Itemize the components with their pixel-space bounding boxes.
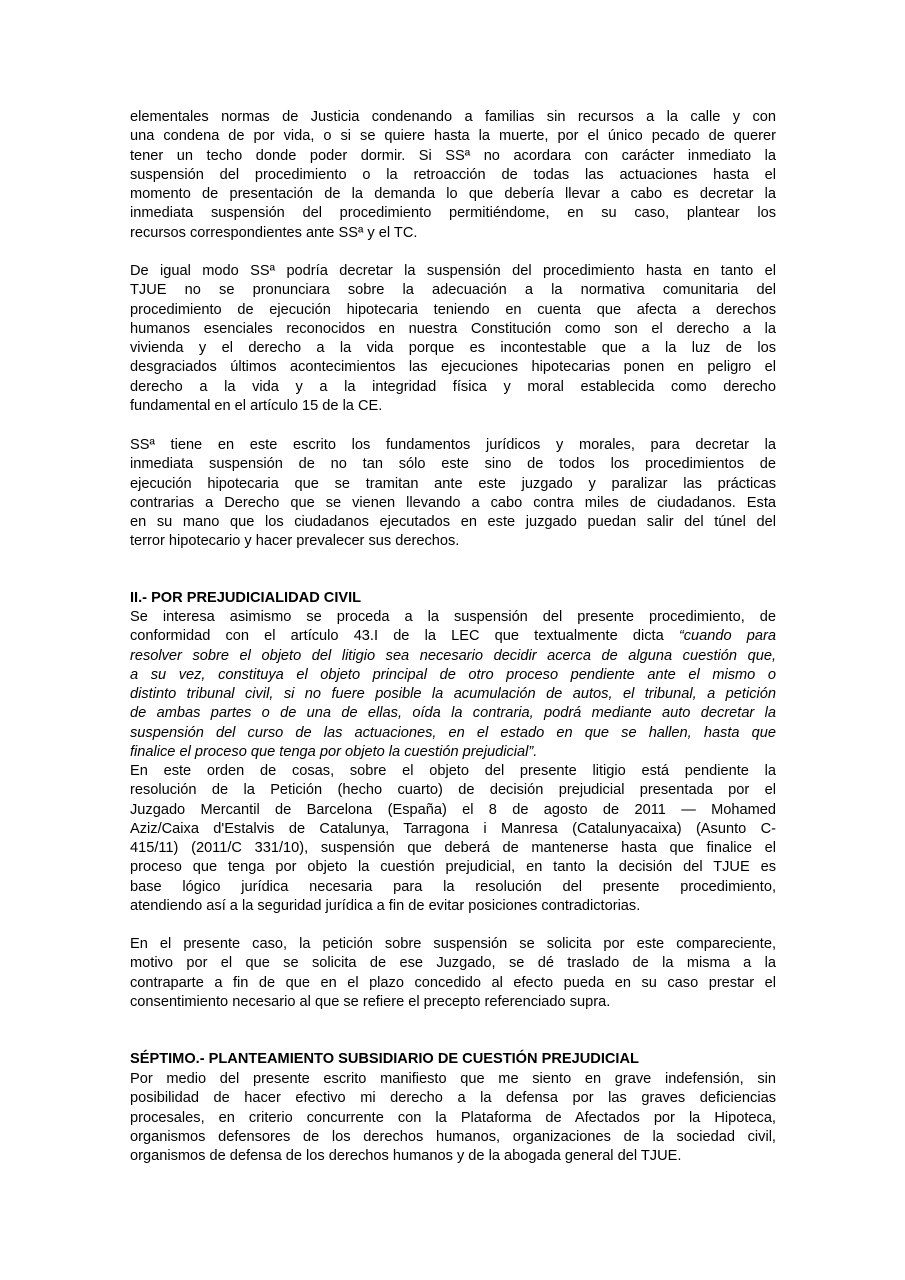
text-line: desgraciados últimos acontecimientos las ejecuciones hipotecarias ponen en peligro el	[130, 359, 776, 376]
text-line: contrarias a Derecho que se vienen llevando a cabo contra miles de ciudadanos. Esta	[130, 494, 776, 511]
text-line: resolución de la Petición (hecho cuarto) de decisión prejudicial presentada por el	[130, 782, 776, 799]
text-line: posibilidad de hacer efectivo mi derecho a la defensa por las graves deficiencias	[130, 1090, 776, 1107]
italic-quote-text: de ambas partes o de una de ellas, oída la contraria, podrá mediante auto decretar la	[130, 705, 776, 722]
text-line: SÉPTIMO.- PLANTEAMIENTO SUBSIDIARIO DE CUESTIÓN PREJUDICIAL	[130, 1051, 639, 1067]
text-line: contraparte a fin de que en el plazo concedido al efecto pueda en su caso prestar el	[130, 974, 776, 991]
text-line: vivienda y el derecho a la vida porque es incontestable que a la luz de los	[130, 340, 776, 356]
text-line	[130, 666, 776, 685]
text-line	[130, 685, 776, 704]
section-heading	[130, 589, 776, 608]
italic-quote-text: resolver sobre el objeto del litigio sea necesario decidir acerca de alguna cuestión que,	[130, 647, 776, 664]
text-line: en su mano que los ciudadanos ejecutados en este juzgado puedan salir del túnel del	[130, 514, 776, 530]
text-line: Aziz/Caixa d'Estalvis de Catalunya, Tarragona i Manresa (Catalunyacaixa) (Asunto C-	[130, 820, 776, 837]
text-line: Juzgado Mercantil de Barcelona (España) el 8 de agosto de 2011 — Mohamed	[130, 801, 776, 818]
text-line	[130, 627, 776, 646]
paragraph	[130, 935, 776, 1012]
text-line: procesales, en criterio concurrente con la Plataforma de Afectados por la Hipoteca,	[130, 1109, 776, 1126]
paragraph	[130, 262, 776, 416]
text-line: una condena de por vida, o si se quiere hasta la muerte, por el único pecado de querer	[130, 128, 776, 145]
text-line: SSª tiene en este escrito los fundamentos jurídicos y morales, para decretar la	[130, 437, 776, 453]
text-line: atendiendo así a la seguridad jurídica a fin de evitar posiciones contradictorias.	[130, 897, 641, 914]
paragraph	[130, 108, 776, 243]
text-line: elementales normas de Justicia condenando a familias sin recursos a la calle y con	[130, 109, 776, 125]
text-line	[130, 724, 776, 743]
paragraph	[130, 608, 776, 762]
italic-quote-text: a su vez, constituya el objeto principal de otro proceso pendiente ante el mismo o	[130, 666, 776, 683]
text-line: motivo por el que se solicita de ese Juzgado, se dé traslado de la misma a la	[130, 955, 776, 972]
text-line	[130, 743, 776, 762]
text-line: organismos de defensa de los derechos humanos y de la abogada general del TJUE.	[130, 1148, 682, 1164]
text-line: tener un techo donde poder dormir. Si SSª no acordara con carácter inmediato la	[130, 147, 776, 164]
text-segment: conformidad con el artículo 43.I de la LEC que textualmente dicta	[130, 628, 679, 645]
paragraph	[130, 1070, 776, 1166]
italic-quote-text: “cuando para	[678, 628, 776, 645]
text-line	[130, 704, 776, 723]
text-line: Por medio del presente escrito manifiesto que me siento en grave indefensión, sin	[130, 1071, 776, 1087]
text-line: derecho a la vida y a la integridad física y moral establecida como derecho	[130, 378, 776, 395]
section-heading	[130, 1050, 776, 1069]
text-line: suspensión del procedimiento o la retroacción de todas las actuaciones hasta el	[130, 166, 776, 183]
italic-quote-text: finalice el proceso que tenga por objeto la cuestión prejudicial”.	[130, 743, 538, 760]
text-line: De igual modo SSª podría decretar la suspensión del procedimiento hasta en tanto el	[130, 263, 776, 279]
text-line: procedimiento de ejecución hipotecaria teniendo en cuenta que afecta a derechos	[130, 301, 776, 318]
text-line: En el presente caso, la petición sobre suspensión se solicita por este compareciente,	[130, 936, 776, 952]
text-line: momento de presentación de la demanda lo que debería llevar a cabo es decretar la	[130, 186, 776, 202]
italic-quote-text: suspensión del curso de las actuaciones, en el estado en que se hallen, hasta que	[130, 724, 776, 741]
text-line: TJUE no se pronunciara sobre la adecuación a la normativa comunitaria del	[130, 282, 776, 299]
text-line: inmediata suspensión de no tan sólo este sino de todos los procedimientos de	[130, 456, 776, 473]
text-line: fundamental en el artículo 15 de la CE.	[130, 397, 383, 414]
text-line: base lógico jurídica necesaria para la resolución del presente procedimiento,	[130, 878, 776, 895]
text-line: humanos esenciales reconocidos en nuestra Constitución como son el derecho a la	[130, 320, 776, 337]
paragraph	[130, 762, 776, 916]
italic-quote-text: distinto tribunal civil, si no fuere posible la acumulación de autos, el tribunal, a petición	[130, 686, 776, 702]
text-line: organismos defensores de los derechos humanos, organizaciones de la sociedad civil,	[130, 1128, 776, 1145]
text-line: consentimiento necesario al que se refiere el precepto referenciado supra.	[130, 993, 611, 1010]
text-line: recursos correspondientes ante SSª y el TC.	[130, 224, 418, 241]
text-line: proceso que tenga por objeto la cuestión prejudicial, en tanto la decisión del TJUE es	[130, 859, 776, 876]
text-line: terror hipotecario y hacer prevalecer sus derechos.	[130, 533, 460, 550]
text-line: ejecución hipotecaria que se tramitan ante este juzgado y paralizar las prácticas	[130, 475, 776, 492]
text-line: II.- POR PREJUDICIALIDAD CIVIL	[130, 590, 362, 606]
text-line: En este orden de cosas, sobre el objeto del presente litigio está pendiente la	[130, 763, 776, 779]
text-line	[130, 647, 776, 666]
text-line: inmediata suspensión del procedimiento permitiéndome, en su caso, plantear los	[130, 205, 776, 222]
paragraph	[130, 436, 776, 552]
text-line: 415/11) (2011/C 331/10), suspensión que deberá de mantenerse hasta que finalice el	[130, 840, 776, 856]
text-line: Se interesa asimismo se proceda a la suspensión del presente procedimiento, de	[130, 609, 776, 625]
